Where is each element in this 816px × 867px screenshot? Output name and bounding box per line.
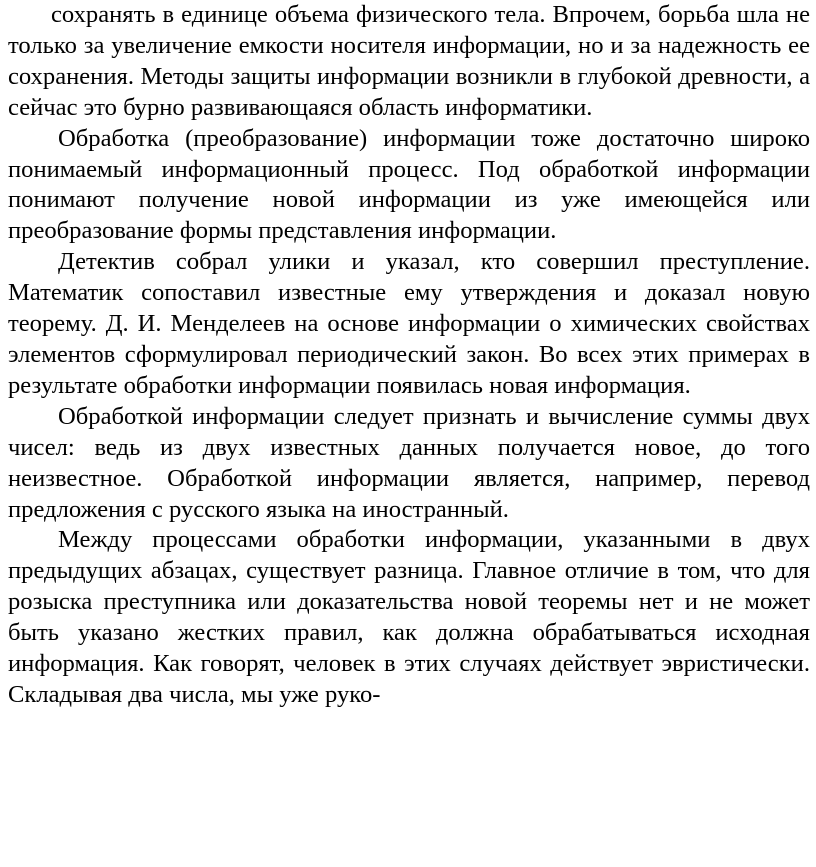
- paragraph-processing-examples: Детектив собрал улики и указал, кто совершил преступление. Математик сопоставил известные ему утверждения и доказал новую теорему. Д. И. Менделеев на основе информации о химических свойствах элементов сформулировал периодический закон. Во всех этих примерах в результате обработки информации появилась новая информация.: [8, 248, 810, 399]
- paragraph-processing-difference: Между процессами обработки информации, указанными в двух предыдущих абзацах, существует разница. Главное отличие в том, что для розыска преступника или доказательства новой теоремы нет и не может быть указано жестких правил, как должна обрабатываться исходная информация. Как говорят, человек в этих случаях действует эвристически. Складывая два числа, мы уже руко-: [8, 526, 810, 708]
- paragraph-processing-definition: Обработка (преобразование) информации тоже достаточно широко понимаемый информационный процесс. Под обработкой информации понимают получение новой информации из уже имеющейся или преобразование формы представления информации.: [8, 124, 810, 245]
- paragraph-storage-continuation: сохранять в единице объема физического тела. Впрочем, борьба шла не только за увеличение емкости носителя информации, но и за надежность ее сохранения. Методы защиты информации возникли в глубокой древности, а сейчас это бурно развивающаяся область информатики.: [8, 1, 810, 121]
- paragraph-processing-computation: Обработкой информации следует признать и вычисление суммы двух чисел: ведь из двух известных данных получается новое, до того неизвестное. Обработкой информации является, например, перевод предложения с русского языка на иностранный.: [8, 402, 810, 523]
